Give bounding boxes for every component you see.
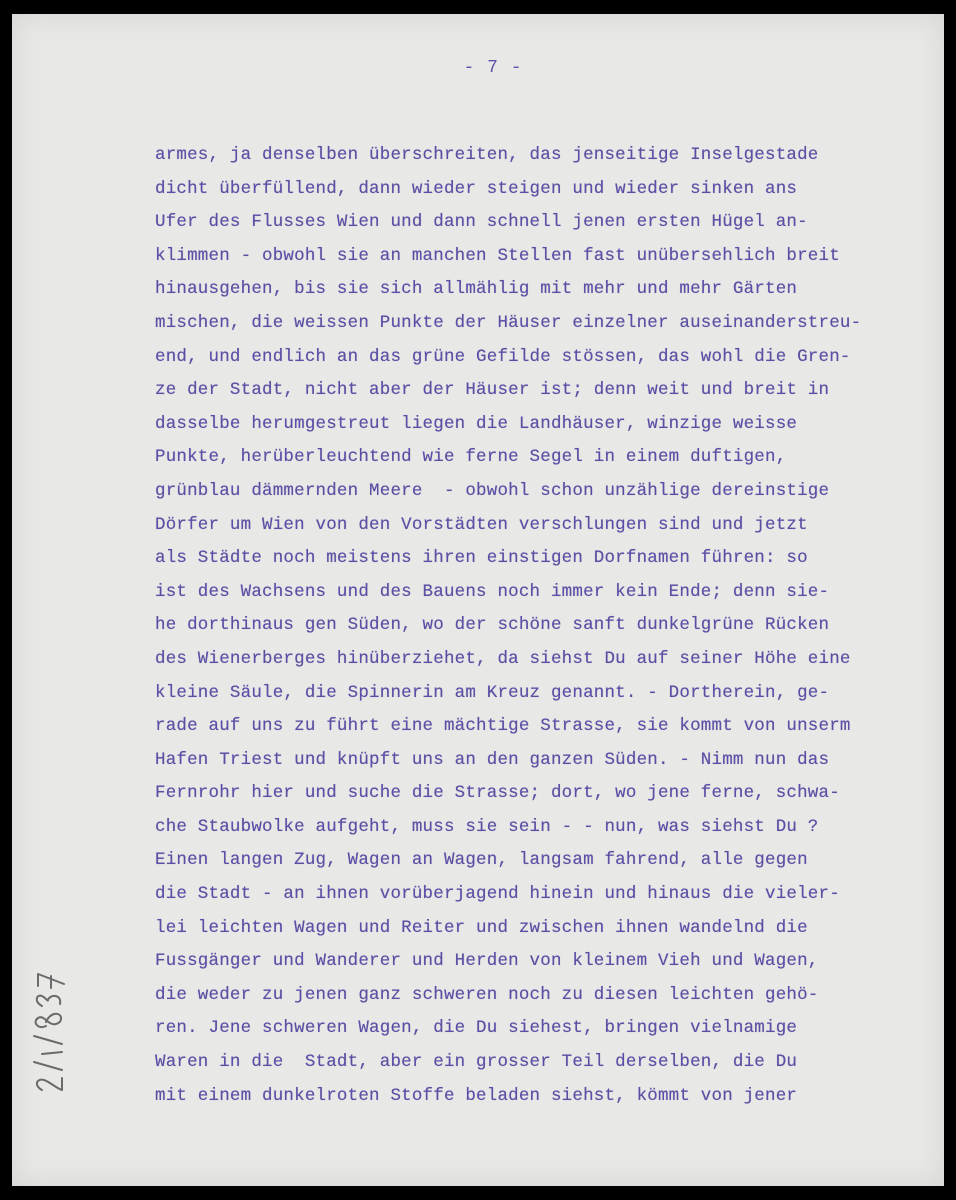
text-line: Waren in die Stadt, aber ein grosser Teil derselben, die Du xyxy=(155,1052,798,1073)
text-line: Punkte, herüberleuchtend wie ferne Segel in einem duftigen, xyxy=(155,447,787,468)
text-line: Fernrohr hier und suche die Strasse; dort, wo jene ferne, schwa- xyxy=(155,783,840,804)
text-line: des Wienerberges hinüberziehet, da siehst Du auf seiner Höhe eine xyxy=(155,648,851,669)
text-line: kleine Säule, die Spinnerin am Kreuz genannt. - Dortherein, ge- xyxy=(155,682,830,703)
text-line: ist des Wachsens und des Bauens noch immer kein Ende; denn sie- xyxy=(155,581,830,602)
text-line: dicht überfüllend, dann wieder steigen und wieder sinken ans xyxy=(155,178,798,199)
text-line: Hafen Triest und knüpft uns an den ganzen Süden. - Nimm nun das xyxy=(155,749,830,770)
page-number: - 7 - xyxy=(463,58,523,78)
text-line: ze der Stadt, nicht aber der Häuser ist; denn weit und breit in xyxy=(155,380,830,401)
text-line: grünblau dämmernden Meere - obwohl schon unzählige dereinstige xyxy=(155,480,830,501)
text-line: end, und endlich an das grüne Gefilde stössen, das wohl die Gren- xyxy=(155,346,851,367)
text-line: Ufer des Flusses Wien und dann schnell jenen ersten Hügel an- xyxy=(155,212,808,233)
text-line: armes, ja denselben überschreiten, das jenseitige Inselgestade xyxy=(155,145,819,165)
text-line: die Stadt - an ihnen vorüberjagend hinein und hinaus die vieler- xyxy=(155,884,840,905)
text-line: hinausgehen, bis sie sich allmählig mit mehr und mehr Gärten xyxy=(155,279,798,300)
document-page xyxy=(12,14,944,1186)
text-line: he dorthinaus gen Süden, wo der schöne sanft dunkelgrüne Rücken xyxy=(155,615,830,636)
text-line: che Staubwolke aufgeht, muss sie sein - - nun, was siehst Du ? xyxy=(155,816,819,837)
text-line: mischen, die weissen Punkte der Häuser einzelner auseinanderstreu- xyxy=(155,312,862,333)
text-line: klimmen - obwohl sie an manchen Stellen fast unübersehlich breit xyxy=(155,245,840,266)
text-line: als Städte noch meistens ihren einstigen Dorfnamen führen: so xyxy=(155,548,808,569)
body-text xyxy=(155,139,895,1113)
text-line: lei leichten Wagen und Reiter und zwischen ihnen wandelnd die xyxy=(155,917,808,938)
text-line: rade auf uns zu führt eine mächtige Strasse, sie kommt von unserm xyxy=(155,716,851,737)
text-line: mit einem dunkelroten Stoffe beladen siehst, kömmt von jener xyxy=(155,1085,798,1106)
text-line: die weder zu jenen ganz schweren noch zu diesen leichten gehö- xyxy=(155,984,819,1005)
text-line: ren. Jene schweren Wagen, die Du siehest, bringen vielnamige xyxy=(155,1018,798,1039)
text-line: Dörfer um Wien von den Vorstädten verschlungen sind und jetzt xyxy=(155,514,808,535)
text-line: Einen langen Zug, Wagen an Wagen, langsam fahrend, alle gegen xyxy=(155,850,808,871)
text-line: dasselbe herumgestreut liegen die Landhäuser, winzige weisse xyxy=(155,413,798,434)
pencil-margin-note xyxy=(22,964,82,1099)
text-line: Fussgänger und Wanderer und Herden von kleinem Vieh und Wagen, xyxy=(155,951,819,972)
